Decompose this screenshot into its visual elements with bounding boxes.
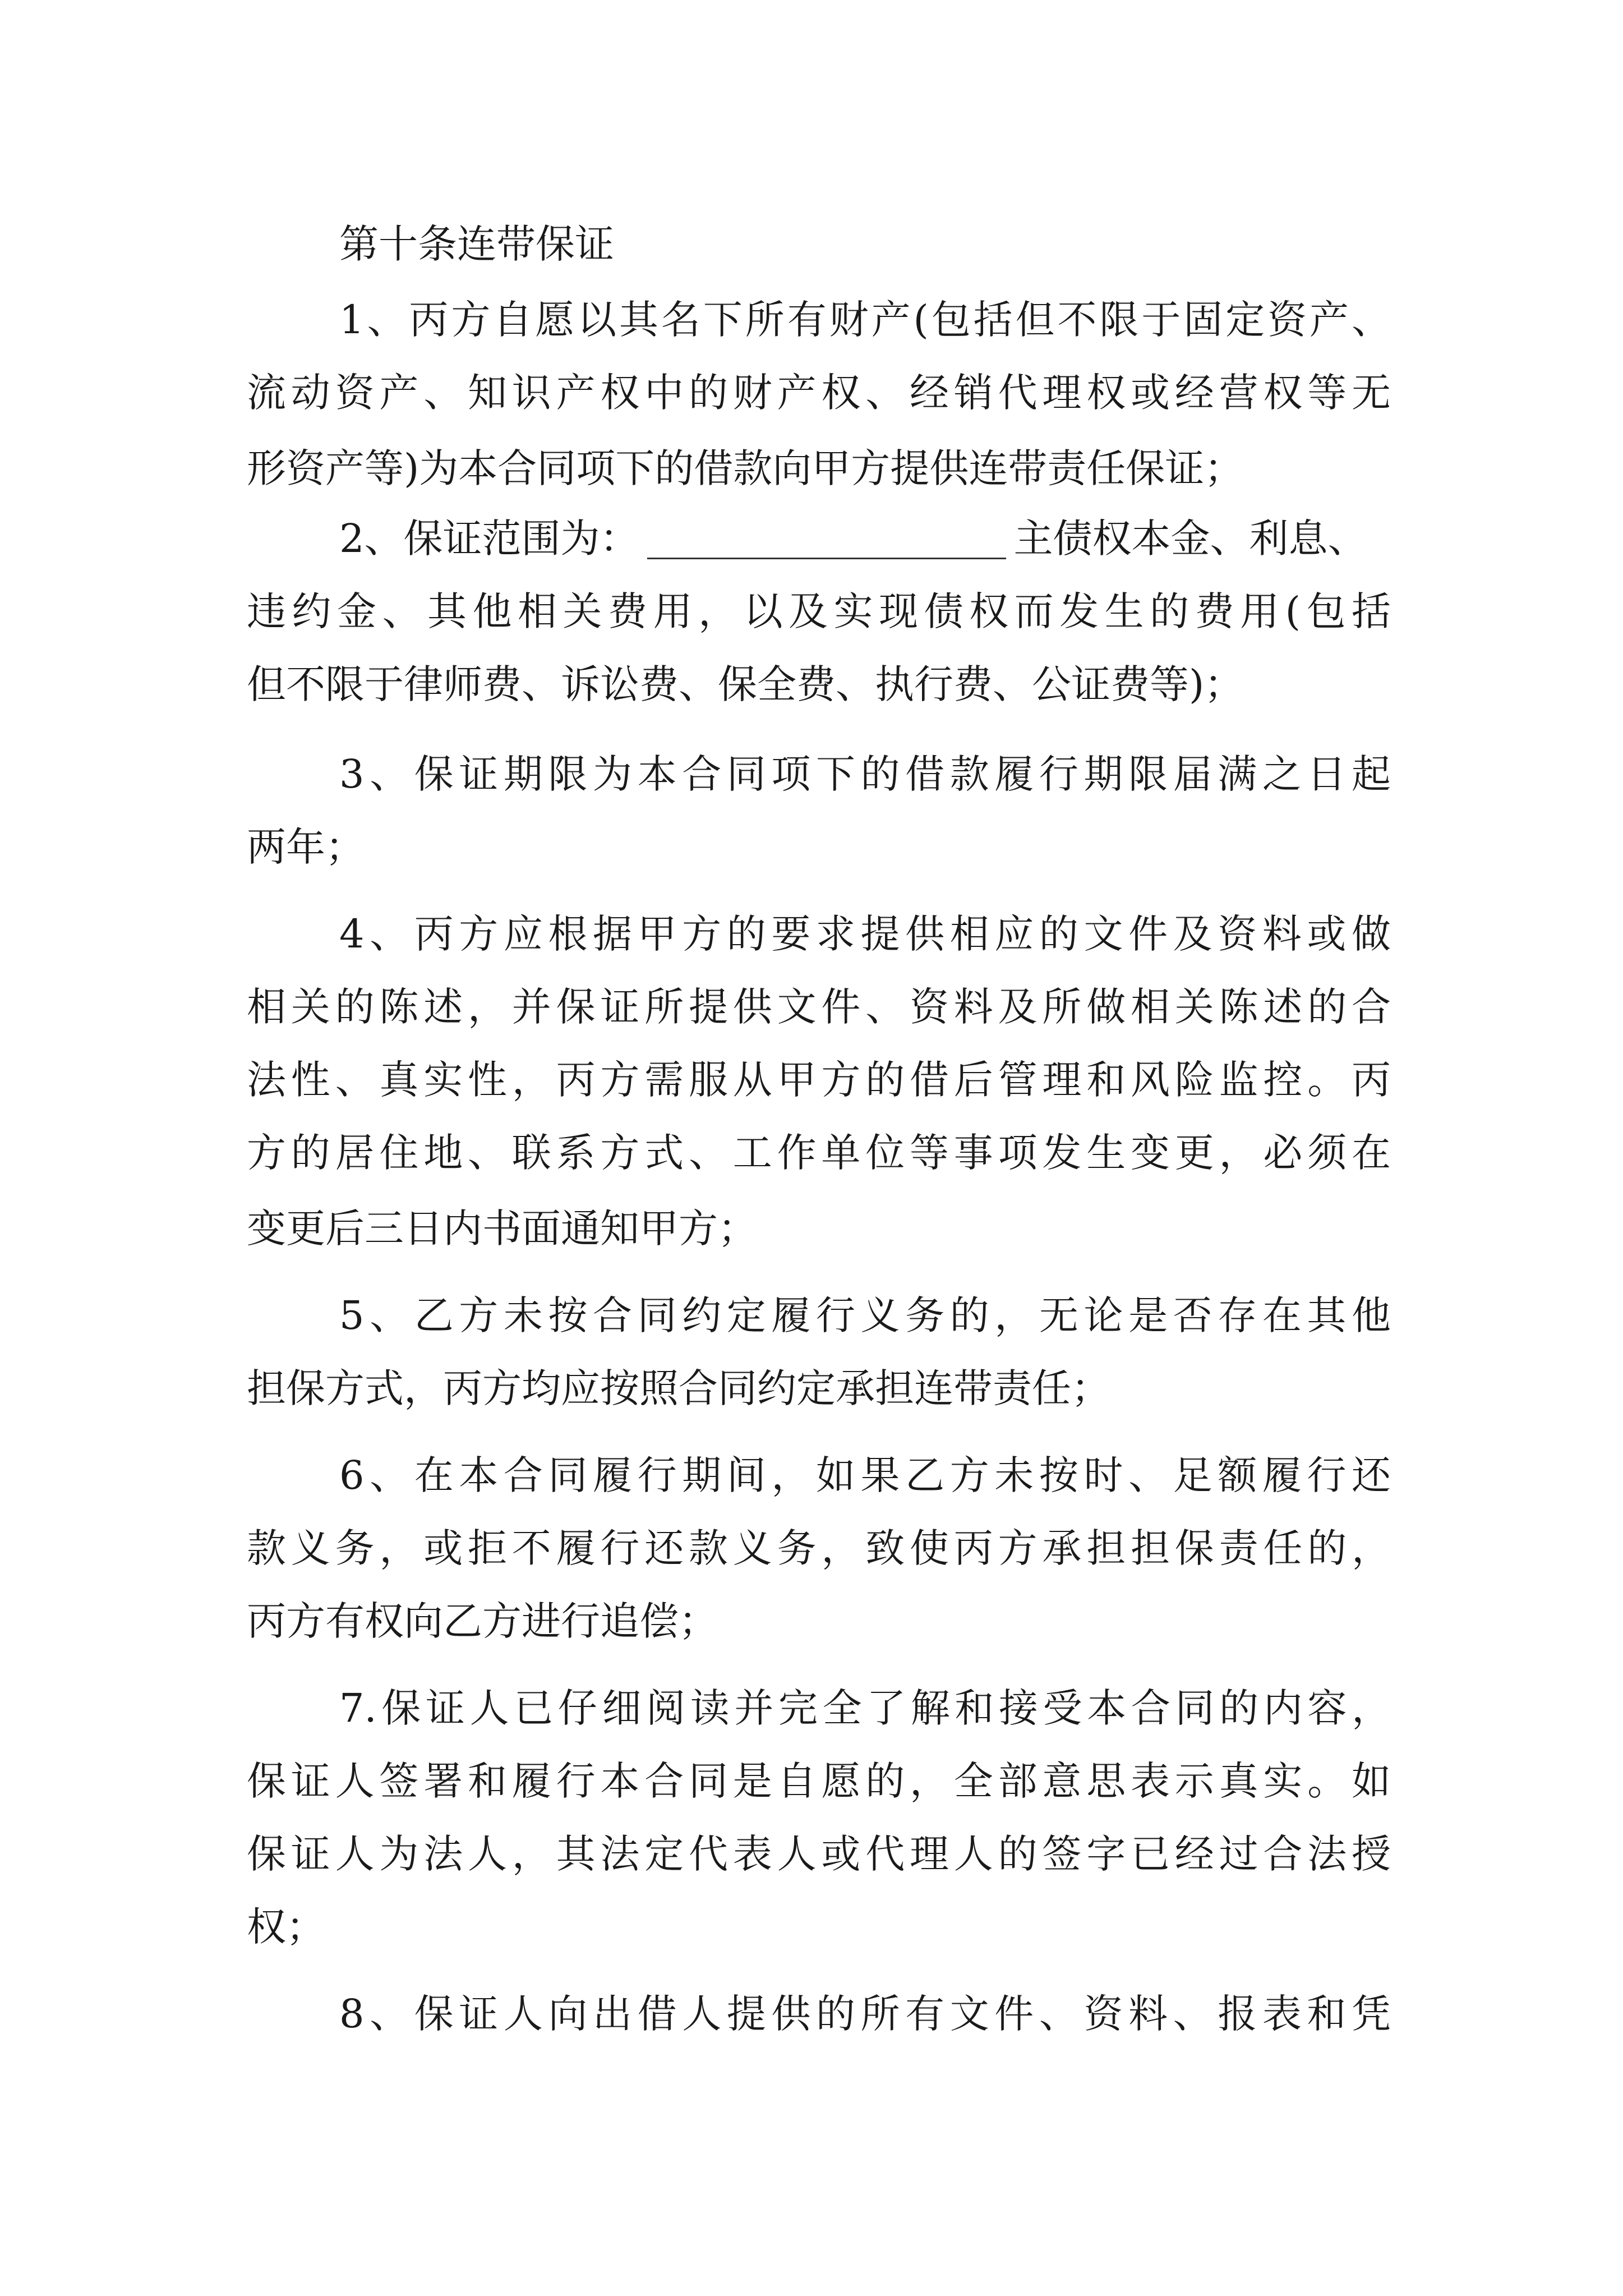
clause-7-line-1: 7.保证人已仔细阅读并完全了解和接受本合同的内容， [339, 1685, 1391, 1731]
clause-1-line-3: 形资产等)为本合同项下的借款向甲方提供连带责任保证； [247, 445, 1244, 491]
clause-6-line-1: 6、在本合同履行期间，如果乙方未按时、足额履行还 [339, 1452, 1391, 1498]
clause-2-line-1 [339, 510, 1391, 567]
clause-4-line-2: 相关的陈述，并保证所提供文件、资料及所做相关陈述的合 [247, 984, 1391, 1030]
clause-4-line-1: 4、丙方应根据甲方的要求提供相应的文件及资料或做 [339, 911, 1391, 957]
clause-5-line-1: 5、乙方未按合同约定履行义务的，无论是否存在其他 [339, 1292, 1391, 1338]
clause-3-line-2: 两年； [247, 824, 365, 870]
clause-4-line-3: 法性、真实性，丙方需服从甲方的借后管理和风险监控。丙 [247, 1057, 1391, 1103]
clause-7-line-3: 保证人为法人，其法定代表人或代理人的签字已经过合法授 [247, 1831, 1391, 1877]
clause-5-line-2: 担保方式，丙方均应按照合同约定承担连带责任； [247, 1365, 1110, 1411]
clause-2-trail: 主债权本金、利息、 [1013, 516, 1367, 562]
guarantee-scope-blank [647, 518, 1006, 559]
clause-7-line-4: 权； [247, 1904, 325, 1950]
clause-7-line-2: 保证人签署和履行本合同是自愿的，全部意思表示真实。如 [247, 1758, 1391, 1804]
clause-1-line-1: 1、丙方自愿以其名下所有财产(包括但不限于固定资产、 [339, 297, 1391, 343]
clause-1-line-2: 流动资产、知识产权中的财产权、经销代理权或经营权等无 [247, 370, 1391, 416]
clause-8-line-1: 8、保证人向出借人提供的所有文件、资料、报表和凭 [339, 1991, 1391, 2037]
clause-6-line-3: 丙方有权向乙方进行追偿； [247, 1598, 718, 1644]
clause-2-line-3: 但不限于律师费、诉讼费、保全费、执行费、公证费等)； [247, 661, 1244, 707]
clause-3-line-1: 3、保证期限为本合同项下的借款履行期限届满之日起 [339, 751, 1391, 797]
clause-2-line-2: 违约金、其他相关费用，以及实现债权而发生的费用(包括 [247, 588, 1391, 634]
contract-article [247, 0, 1391, 2296]
clause-6-line-2: 款义务，或拒不履行还款义务，致使丙方承担担保责任的， [247, 1525, 1391, 1571]
article-title: 第十条连带保证 [339, 221, 614, 267]
clause-4-line-4: 方的居住地、联系方式、工作单位等事项发生变更，必须在 [247, 1130, 1391, 1176]
clause-2-lead: 2、保证范围为： [339, 516, 639, 562]
clause-4-line-5: 变更后三日内书面通知甲方； [247, 1205, 757, 1251]
